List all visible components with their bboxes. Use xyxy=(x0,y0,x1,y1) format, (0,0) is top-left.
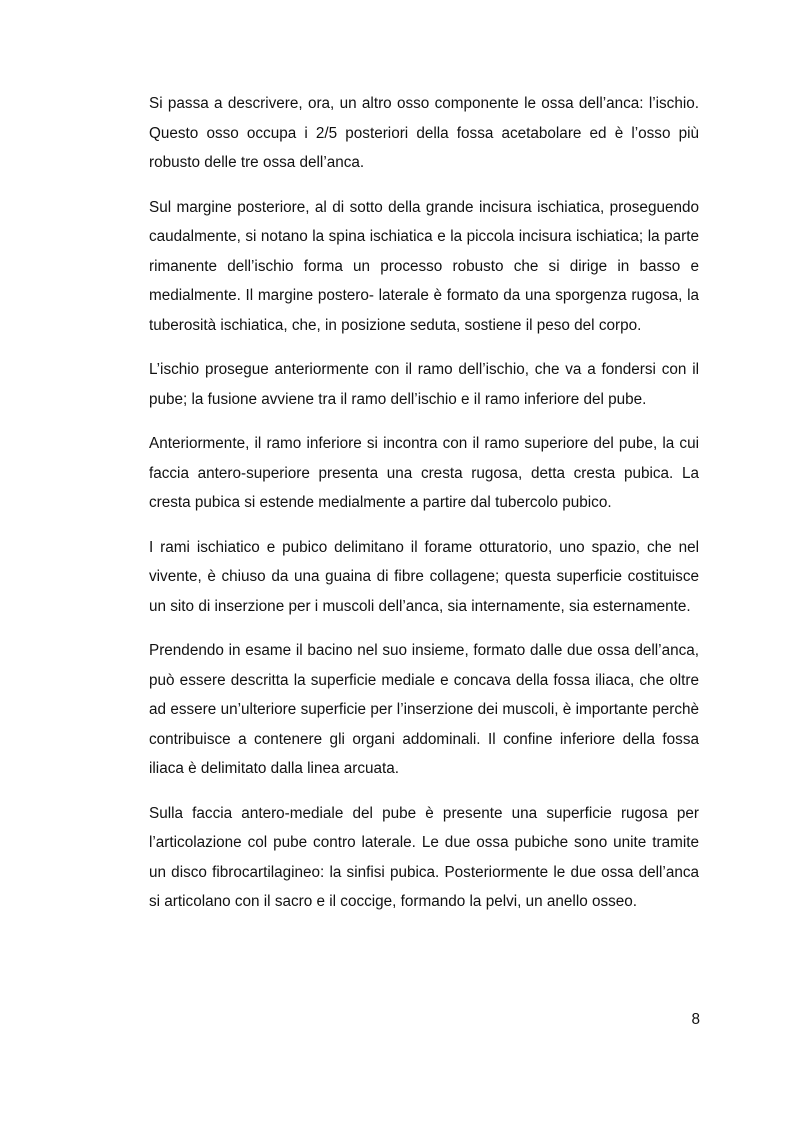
body-text xyxy=(149,89,699,932)
paragraph-forame-otturatorio: I rami ischiatico e pubico delimitano il forame otturatorio, uno spazio, che nel vivente, è chiuso da una guaina di fibre collagene; questa superficie costituisce un sito di inserzione per i muscoli dell’anca, sia internamente, sia esternamente. xyxy=(149,538,699,615)
paragraph-margine-posteriore: Sul margine posteriore, al di sotto della grande incisura ischiatica, proseguendo caudalmente, si notano la spina ischiatica e la piccola incisura ischiatica; la parte rimanente dell’ischio forma un processo robusto che si dirige in basso e medialmente. Il margine postero- laterale è formato da una sporgenza rugosa, la tuberosità ischiatica, che, in posizione seduta, sostiene il peso del corpo. xyxy=(149,198,699,334)
paragraph-cresta-pubica: Anteriormente, il ramo inferiore si incontra con il ramo superiore del pube, la cui faccia antero-superiore presenta una cresta rugosa, detta cresta pubica. La cresta pubica si estende medialmente a partire dal tubercolo pubico. xyxy=(149,435,699,511)
paragraph-ischio-intro: Si passa a descrivere, ora, un altro osso componente le ossa dell’anca: l’ischio. Questo osso occupa i 2/5 posteriori della fossa acetabolare ed è l’osso più robusto delle tre ossa dell’anca. xyxy=(149,95,699,171)
paragraph-sinfisi-pubica: Sulla faccia antero-mediale del pube è presente una superficie rugosa per l’articolazione col pube contro laterale. Le due ossa pubiche sono unite tramite un disco fibrocartilagineo: la sinfisi pubica. Posteriormente le due ossa dell’anca si articolano con il sacro e il coccige, formando la pelvi, un anello osseo. xyxy=(149,804,699,910)
page-number: 8 xyxy=(691,1011,700,1028)
paragraph-fossa-iliaca: Prendendo in esame il bacino nel suo insieme, formato dalle due ossa dell’anca, può essere descritta la superficie mediale e concava della fossa iliaca, che oltre ad essere un’ulteriore superficie per l’inserzione dei muscoli, è importante perchè contribuisce a contenere gli organi addominali. Il confine inferiore della fossa iliaca è delimitato dalla linea arcuata. xyxy=(149,642,699,777)
paragraph-ramo-ischio: L’ischio prosegue anteriormente con il ramo dell’ischio, che va a fondersi con il pube; la fusione avviene tra il ramo dell’ischio e il ramo inferiore del pube. xyxy=(149,361,699,408)
